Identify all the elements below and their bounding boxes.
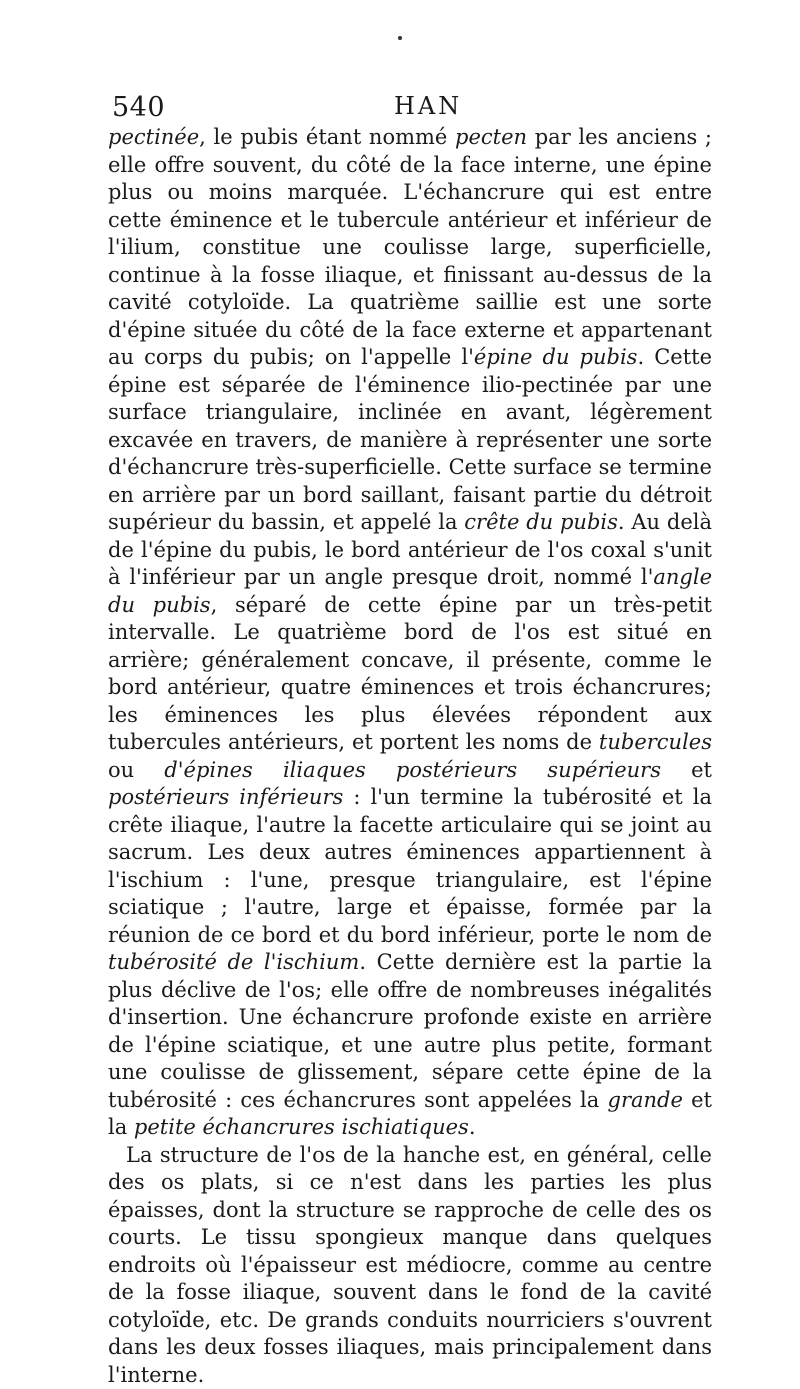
text-run: et la [108,1088,712,1140]
text-run: , le pubis étant nommé [199,125,455,149]
text-run: , séparé de cette épine par un très-petit intervalle. Le quatrième bord de l'os est situé en arrière; généralement concave, il présente, comme le bord antérieur, quatre éminences et trois échancrures; les éminences les plus élevées répondent aux tubercules antérieurs, et portent les noms de [108,593,712,755]
paragraph-1 [108,124,712,1142]
text-run: . Cette dernière est la partie la plus déclive de l'os; elle offre de nombreuses inégalités d'insertion. Une échancrure profonde existe en arrière de l'épine sciatique, et une autre plus petite, formant une coulisse de glissement, sépare cette épine de la tubérosité : ces échancrures sont appelées la [108,950,712,1112]
text-run: . Au delà de l'épine du pubis, le bord antérieur de l'os coxal s'unit à l'inférieur par un angle presque droit, nommé l' [108,510,712,589]
italic-term: tubérosité de l'ischium [108,950,359,974]
italic-term: d'épines iliaques postérieurs supérieurs [164,758,661,782]
text-run: par les anciens ; elle offre souvent, du côté de la face interne, une épine plus ou moins marquée. L'échancrure qui est entre cette éminence et le tubercule antérieur et inférieur de l'ilium, constitue une coulisse large, superficielle, continue à la fosse iliaque, et finissant au-dessus de la cavité cotyloïde. La quatrième saillie est une sorte d'épine située du côté de la face externe et appartenant au corps du pubis; on l'appelle l' [108,125,712,369]
italic-term: pectinée [108,125,199,149]
italic-term: grande [608,1088,683,1112]
italic-term: petite échancrures ischiatiques [134,1115,469,1139]
italic-term: tubercules [599,730,712,754]
italic-term: épine du pubis [474,345,638,369]
text-run: ou [108,758,164,782]
text-run: . Cette épine est séparée de l'éminence ilio-pectinée par une surface triangulaire, inclinée en avant, légèrement excavée en travers, de manière à représenter une sorte d'échancrure très-superficielle. Cette surface se termine en arrière par un bord saillant, faisant partie du détroit supérieur du bassin, et appelé la [108,345,712,534]
running-head: HAN [394,92,462,120]
italic-term: pecten [455,125,527,149]
body-text [108,124,712,1389]
text-run: et [661,758,712,782]
italic-term: crête du pubis [464,510,618,534]
italic-term: angle du pubis [108,565,712,617]
printer-mark [398,36,402,40]
italic-term: postérieurs inférieurs [108,785,343,809]
text-run: . [469,1115,476,1139]
text-run: : l'un termine la tubérosité et la crête iliaque, l'autre la facette articulaire qui se joint au sacrum. Les deux autres éminences appartiennent à l'ischium : l'une, presque triangulaire, est l'épine sciatique ; l'autre, large et épaisse, formée par la réunion de ce bord et du bord inférieur, porte le nom de [108,785,712,947]
paragraph-2: La structure de l'os de la hanche est, en général, celle des os plats, si ce n'est dans les parties les plus épaisses, dont la structure se rapproche de celle des os courts. Le tissu spongieux manque dans quelques endroits où l'épaisseur est médiocre, comme au centre de la fosse iliaque, souvent dans le fond de la cavité cotyloïde, etc. De grands conduits nourriciers s'ouvrent dans les deux fosses iliaques, mais principalement dans l'interne. [108,1142,712,1389]
page-header [112,92,712,126]
page-number: 540 [112,92,165,123]
